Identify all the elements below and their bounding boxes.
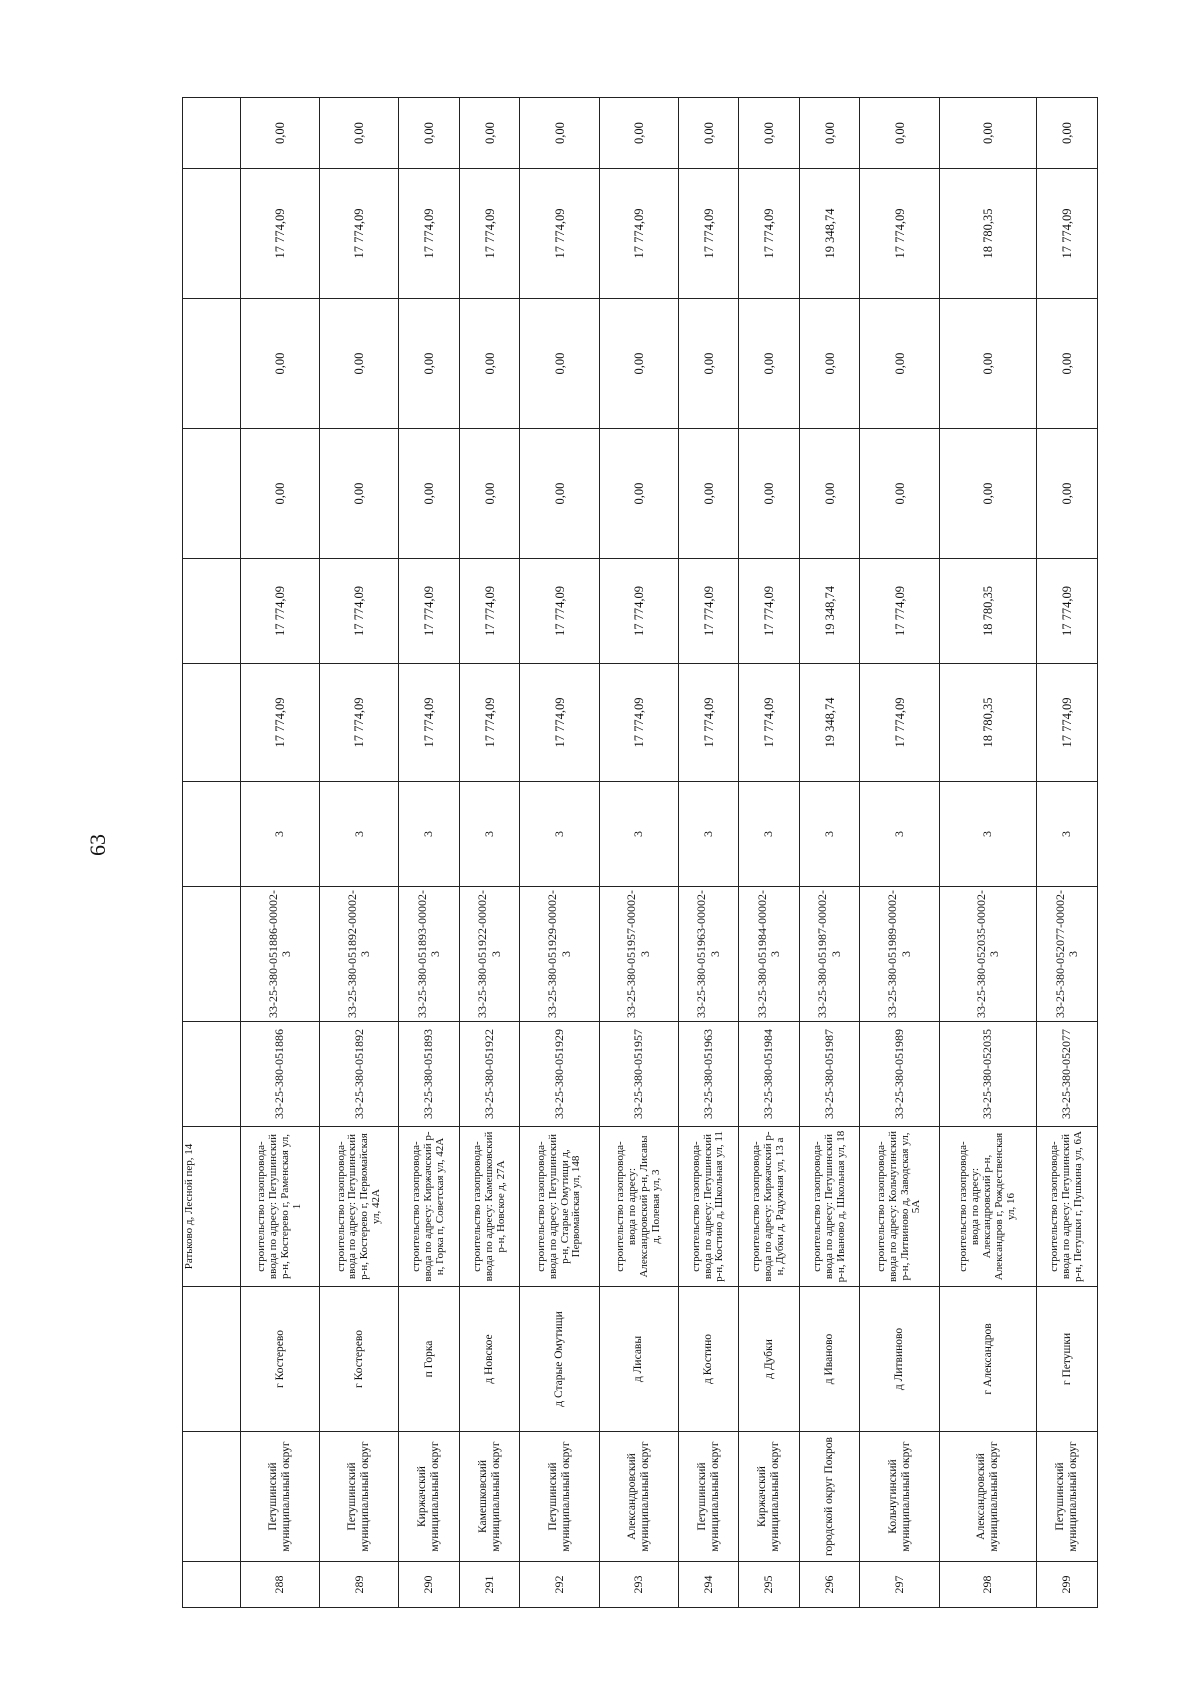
settlement-cell: г Костерево <box>241 1287 320 1432</box>
district-cell: Киржачский муниципальный округ <box>739 1432 800 1562</box>
request-number-cell: 33-25-380-051893-00002-3 <box>399 887 460 1022</box>
amount-cell: 0,00 <box>1037 299 1098 429</box>
cadastral-cell: 33-25-380-052035 <box>939 1022 1037 1127</box>
row-number: 290 <box>399 1562 460 1608</box>
amount-cell: 0,00 <box>399 429 460 559</box>
amount-cell: 17 774,09 <box>599 559 678 664</box>
row-number: 298 <box>939 1562 1037 1608</box>
settlement-cell: д Дубки <box>739 1287 800 1432</box>
category-cell: 3 <box>799 782 860 887</box>
amount-cell: 0,00 <box>241 98 320 169</box>
cadastral-cell: 33-25-380-051984 <box>739 1022 800 1127</box>
category-cell: 3 <box>939 782 1037 887</box>
cont-cell <box>183 664 241 782</box>
amount-cell: 0,00 <box>739 98 800 169</box>
amount-cell: 17 774,09 <box>520 664 599 782</box>
amount-cell: 17 774,09 <box>459 559 520 664</box>
table-row <box>459 98 520 1608</box>
amount-cell: 0,00 <box>320 98 399 169</box>
row-number: 296 <box>799 1562 860 1608</box>
amount-cell: 18 780,35 <box>939 559 1037 664</box>
cadastral-cell: 33-25-380-051929 <box>520 1022 599 1127</box>
amount-cell: 19 348,74 <box>799 664 860 782</box>
category-cell: 3 <box>678 782 739 887</box>
table-row <box>520 98 599 1608</box>
amount-cell: 0,00 <box>459 98 520 169</box>
district-cell: Александровский муниципальный округ <box>599 1432 678 1562</box>
continued-address: Ратьково д, Лесной пер, 14 <box>183 1127 241 1287</box>
district-cell: Петушинский муниципальный округ <box>678 1432 739 1562</box>
category-cell: 3 <box>459 782 520 887</box>
amount-cell: 0,00 <box>860 98 939 169</box>
continuation-row <box>183 98 241 1608</box>
cont-cell <box>183 1287 241 1432</box>
row-number: 289 <box>320 1562 399 1608</box>
amount-cell: 0,00 <box>599 429 678 559</box>
description-cell: строительство газопровода-ввода по адресу: Петушинский р-н, Иваново д, Школьная ул, 18 <box>799 1127 860 1287</box>
amount-cell: 17 774,09 <box>739 664 800 782</box>
amount-cell: 0,00 <box>799 98 860 169</box>
table-row <box>399 98 460 1608</box>
amount-cell: 0,00 <box>241 299 320 429</box>
amount-cell: 17 774,09 <box>520 559 599 664</box>
amount-cell: 0,00 <box>678 299 739 429</box>
amount-cell: 0,00 <box>459 299 520 429</box>
description-cell: строительство газопровода-ввода по адресу: Петушинский р-н, Костерево г, Первомайская ул, 42А <box>320 1127 399 1287</box>
row-number: 291 <box>459 1562 520 1608</box>
district-cell: Петушинский муниципальный округ <box>241 1432 320 1562</box>
cont-cell <box>183 1432 241 1562</box>
description-cell: строительство газопровода-ввода по адресу: Петушинский р-н, Старые Омутищи д, Первомайская ул, 148 <box>520 1127 599 1287</box>
amount-cell: 17 774,09 <box>399 169 460 299</box>
amount-cell: 17 774,09 <box>320 664 399 782</box>
table-row <box>599 98 678 1608</box>
cont-cell <box>183 429 241 559</box>
cont-cell <box>183 1022 241 1127</box>
amount-cell: 0,00 <box>939 299 1037 429</box>
amount-cell: 0,00 <box>939 98 1037 169</box>
table-row <box>739 98 800 1608</box>
request-number-cell: 33-25-380-051929-00002-3 <box>520 887 599 1022</box>
amount-cell: 17 774,09 <box>320 169 399 299</box>
amount-cell: 17 774,09 <box>459 664 520 782</box>
amount-cell: 17 774,09 <box>241 559 320 664</box>
amount-cell: 0,00 <box>799 299 860 429</box>
request-number-cell: 33-25-380-051987-00002-3 <box>799 887 860 1022</box>
category-cell: 3 <box>241 782 320 887</box>
request-number-cell: 33-25-380-051984-00002-3 <box>739 887 800 1022</box>
amount-cell: 0,00 <box>520 299 599 429</box>
amount-cell: 0,00 <box>520 429 599 559</box>
category-cell: 3 <box>1037 782 1098 887</box>
row-number: 297 <box>860 1562 939 1608</box>
settlement-cell: д Литвиново <box>860 1287 939 1432</box>
request-number-cell: 33-25-380-051892-00002-3 <box>320 887 399 1022</box>
cadastral-cell: 33-25-380-051922 <box>459 1022 520 1127</box>
cadastral-cell: 33-25-380-051892 <box>320 1022 399 1127</box>
settlement-cell: г Костерево <box>320 1287 399 1432</box>
district-cell: Кольчугинский муниципальный округ <box>860 1432 939 1562</box>
cadastral-cell: 33-25-380-051893 <box>399 1022 460 1127</box>
table-row <box>860 98 939 1608</box>
registry-table <box>182 97 1098 1608</box>
district-cell: городской округ Покров <box>799 1432 860 1562</box>
cadastral-cell: 33-25-380-051957 <box>599 1022 678 1127</box>
amount-cell: 17 774,09 <box>860 169 939 299</box>
amount-cell: 0,00 <box>739 299 800 429</box>
cont-cell <box>183 559 241 664</box>
cadastral-cell: 33-25-380-051886 <box>241 1022 320 1127</box>
table-row <box>939 98 1037 1608</box>
amount-cell: 0,00 <box>799 429 860 559</box>
amount-cell: 0,00 <box>459 429 520 559</box>
amount-cell: 19 348,74 <box>799 559 860 664</box>
amount-cell: 17 774,09 <box>1037 559 1098 664</box>
row-number: 299 <box>1037 1562 1098 1608</box>
amount-cell: 17 774,09 <box>399 559 460 664</box>
request-number-cell: 33-25-380-051963-00002-3 <box>678 887 739 1022</box>
category-cell: 3 <box>399 782 460 887</box>
category-cell: 3 <box>520 782 599 887</box>
settlement-cell: д Старые Омутищи <box>520 1287 599 1432</box>
table-row <box>320 98 399 1608</box>
description-cell: строительство газопровода-ввода по адресу: Петушинский р-н, Костино д, Школьная ул, 11 <box>678 1127 739 1287</box>
amount-cell: 0,00 <box>320 429 399 559</box>
amount-cell: 17 774,09 <box>459 169 520 299</box>
cadastral-cell: 33-25-380-051987 <box>799 1022 860 1127</box>
table-row <box>678 98 739 1608</box>
amount-cell: 17 774,09 <box>1037 664 1098 782</box>
amount-cell: 17 774,09 <box>860 664 939 782</box>
amount-cell: 0,00 <box>520 98 599 169</box>
amount-cell: 17 774,09 <box>739 169 800 299</box>
amount-cell: 17 774,09 <box>520 169 599 299</box>
settlement-cell: д Иваново <box>799 1287 860 1432</box>
district-cell: Александровский муниципальный округ <box>939 1432 1037 1562</box>
table-row <box>1037 98 1098 1608</box>
description-cell: строительство газопровода-ввода по адресу: Александровский р-н, Лисавы д, Полевая ул, 3 <box>599 1127 678 1287</box>
category-cell: 3 <box>320 782 399 887</box>
row-number: 294 <box>678 1562 739 1608</box>
amount-cell: 17 774,09 <box>678 559 739 664</box>
amount-cell: 0,00 <box>599 98 678 169</box>
category-cell: 3 <box>860 782 939 887</box>
amount-cell: 17 774,09 <box>241 169 320 299</box>
amount-cell: 0,00 <box>1037 98 1098 169</box>
settlement-cell: г Петушки <box>1037 1287 1098 1432</box>
table-row <box>799 98 860 1608</box>
amount-cell: 17 774,09 <box>599 664 678 782</box>
amount-cell: 17 774,09 <box>1037 169 1098 299</box>
settlement-cell: г Александров <box>939 1287 1037 1432</box>
row-number: 292 <box>520 1562 599 1608</box>
table-body <box>183 98 1098 1608</box>
description-cell: строительство газопровода-ввода по адресу: Киржачский р-н, Дубки д, Радужная ул, 13 а <box>739 1127 800 1287</box>
district-cell: Петушинский муниципальный округ <box>1037 1432 1098 1562</box>
amount-cell: 17 774,09 <box>678 169 739 299</box>
district-cell: Петушинский муниципальный округ <box>520 1432 599 1562</box>
table-row <box>241 98 320 1608</box>
cont-cell <box>183 782 241 887</box>
request-number-cell: 33-25-380-051922-00002-3 <box>459 887 520 1022</box>
settlement-cell: д Лисавы <box>599 1287 678 1432</box>
cont-cell <box>183 169 241 299</box>
amount-cell: 19 348,74 <box>799 169 860 299</box>
request-number-cell: 33-25-380-051989-00002-3 <box>860 887 939 1022</box>
amount-cell: 17 774,09 <box>860 559 939 664</box>
amount-cell: 17 774,09 <box>678 664 739 782</box>
amount-cell: 18 780,35 <box>939 664 1037 782</box>
amount-cell: 0,00 <box>1037 429 1098 559</box>
description-cell: строительство газопровода-ввода по адресу: Кольчугинский р-н, Литвиново д, Заводская ул, 5А <box>860 1127 939 1287</box>
rotated-table-wrapper <box>182 98 1098 1608</box>
request-number-cell: 33-25-380-051886-00002-3 <box>241 887 320 1022</box>
amount-cell: 0,00 <box>678 429 739 559</box>
district-cell: Камешковский муниципальный округ <box>459 1432 520 1562</box>
description-cell: строительство газопровода-ввода по адресу: Петушинский р-н, Костерево г, Раменская ул, 1 <box>241 1127 320 1287</box>
district-cell: Киржачский муниципальный округ <box>399 1432 460 1562</box>
description-cell: строительство газопровода-ввода по адресу: Камешковский р-н, Новское д, 27А <box>459 1127 520 1287</box>
cont-cell <box>183 299 241 429</box>
cont-cell <box>183 1562 241 1608</box>
amount-cell: 0,00 <box>599 299 678 429</box>
amount-cell: 17 774,09 <box>739 559 800 664</box>
amount-cell: 0,00 <box>739 429 800 559</box>
amount-cell: 0,00 <box>939 429 1037 559</box>
amount-cell: 18 780,35 <box>939 169 1037 299</box>
settlement-cell: д Новское <box>459 1287 520 1432</box>
amount-cell: 0,00 <box>860 429 939 559</box>
cont-cell <box>183 887 241 1022</box>
amount-cell: 0,00 <box>399 299 460 429</box>
category-cell: 3 <box>739 782 800 887</box>
amount-cell: 0,00 <box>399 98 460 169</box>
amount-cell: 17 774,09 <box>241 664 320 782</box>
description-cell: строительство газопровода-ввода по адресу: Киржачский р-н, Горка п, Советская ул, 42А <box>399 1127 460 1287</box>
settlement-cell: д Костино <box>678 1287 739 1432</box>
amount-cell: 17 774,09 <box>399 664 460 782</box>
cont-cell <box>183 98 241 169</box>
amount-cell: 0,00 <box>241 429 320 559</box>
description-cell: строительство газопровода-ввода по адресу: Александровский р-н, Александров г, Рождественская ул, 16 <box>939 1127 1037 1287</box>
request-number-cell: 33-25-380-052077-00002-3 <box>1037 887 1098 1022</box>
cadastral-cell: 33-25-380-051989 <box>860 1022 939 1127</box>
category-cell: 3 <box>599 782 678 887</box>
settlement-cell: п Горка <box>399 1287 460 1432</box>
page-number: 63 <box>85 834 110 856</box>
amount-cell: 0,00 <box>678 98 739 169</box>
amount-cell: 0,00 <box>860 299 939 429</box>
row-number: 295 <box>739 1562 800 1608</box>
amount-cell: 17 774,09 <box>599 169 678 299</box>
cadastral-cell: 33-25-380-052077 <box>1037 1022 1098 1127</box>
row-number: 293 <box>599 1562 678 1608</box>
request-number-cell: 33-25-380-052035-00002-3 <box>939 887 1037 1022</box>
description-cell: строительство газопровода-ввода по адресу: Петушинский р-н, Петушки г, Пушкина ул, 6А <box>1037 1127 1098 1287</box>
request-number-cell: 33-25-380-051957-00002-3 <box>599 887 678 1022</box>
amount-cell: 0,00 <box>320 299 399 429</box>
row-number: 288 <box>241 1562 320 1608</box>
amount-cell: 17 774,09 <box>320 559 399 664</box>
district-cell: Петушинский муниципальный округ <box>320 1432 399 1562</box>
cadastral-cell: 33-25-380-051963 <box>678 1022 739 1127</box>
